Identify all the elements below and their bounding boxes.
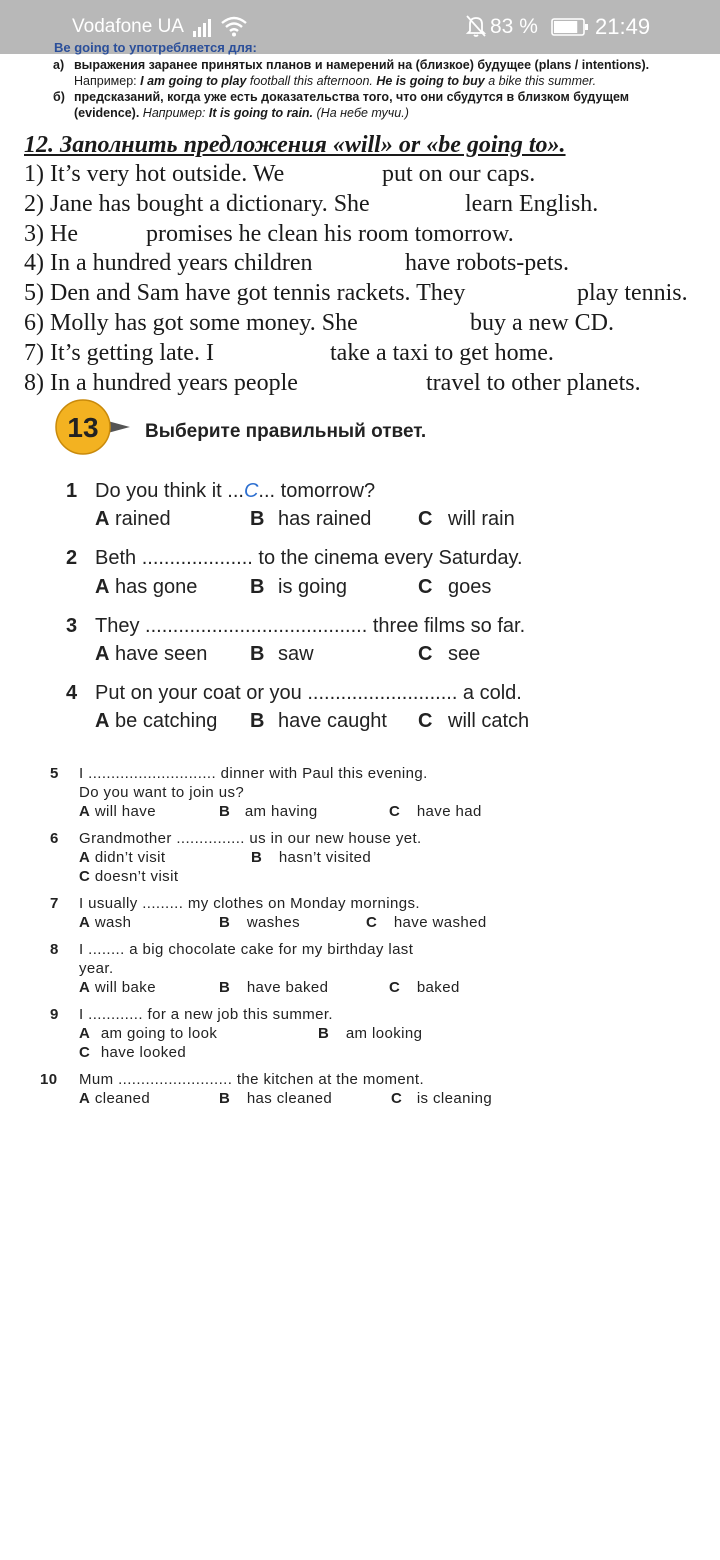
exercise-12-line: 7) It’s getting late. I take a taxi to get home. — [24, 339, 554, 366]
exercise-number-badge — [54, 398, 112, 456]
handwritten-answer: C — [243, 480, 259, 502]
exercise-12-line: 4) In a hundred years children have robots-pets. — [24, 250, 569, 277]
rule-item-b: б) предсказаний, когда уже есть доказательства того, что они сбудутся в близком будущем (evidence). Например: It is going to rain. (На небе тучи.) — [53, 90, 630, 120]
exercise-12-line: 2) Jane has bought a dictionary. She learn English. — [24, 190, 599, 217]
exercise-12 — [24, 130, 714, 398]
bell-off-icon — [466, 15, 486, 37]
exercise-13-number: 13 — [67, 412, 99, 443]
exercise-12-line: 5) Den and Sam have got tennis rackets. They play tennis. — [24, 280, 688, 307]
exercise-12-line: 8) In a hundred years people travel to other planets. — [24, 369, 641, 396]
rule-item-a: а) выражения заранее принятых планов и намерений на (близкое) будущее (plans / intentions). Например: I am going to play football this afternoon. He is going to buy a bike this summer. — [53, 58, 650, 88]
grammar-rule — [50, 57, 700, 121]
exercise-12-line: 3) He promises he clean his room tomorrow. — [24, 220, 514, 247]
battery-icon — [551, 18, 589, 36]
signal-icon — [193, 17, 215, 37]
exercise-13-title: Выберите правильный ответ. — [145, 421, 427, 442]
options-9-c: C have looked — [79, 1044, 187, 1061]
clock: 21:49 — [595, 14, 651, 39]
exercise-12-title: 12. Заполнить предложения «will» or «be going to». — [24, 132, 566, 158]
cut-heading: Be going to употребляется для: — [54, 40, 257, 55]
battery-percent: 83 % — [490, 15, 538, 38]
options-6-c: C doesn’t visit — [79, 868, 179, 885]
exercise-12-line: 1) It’s very hot outside. We put on our caps. — [24, 161, 536, 187]
question-8-line-2: year. — [79, 960, 114, 977]
question-5-line-2: Do you want to join us? — [79, 784, 245, 801]
exercise-12-line: 6) Molly has got some money. She buy a new CD. — [24, 309, 614, 336]
carrier-name: Vodafone UA — [72, 16, 184, 37]
wifi-icon — [221, 15, 247, 37]
